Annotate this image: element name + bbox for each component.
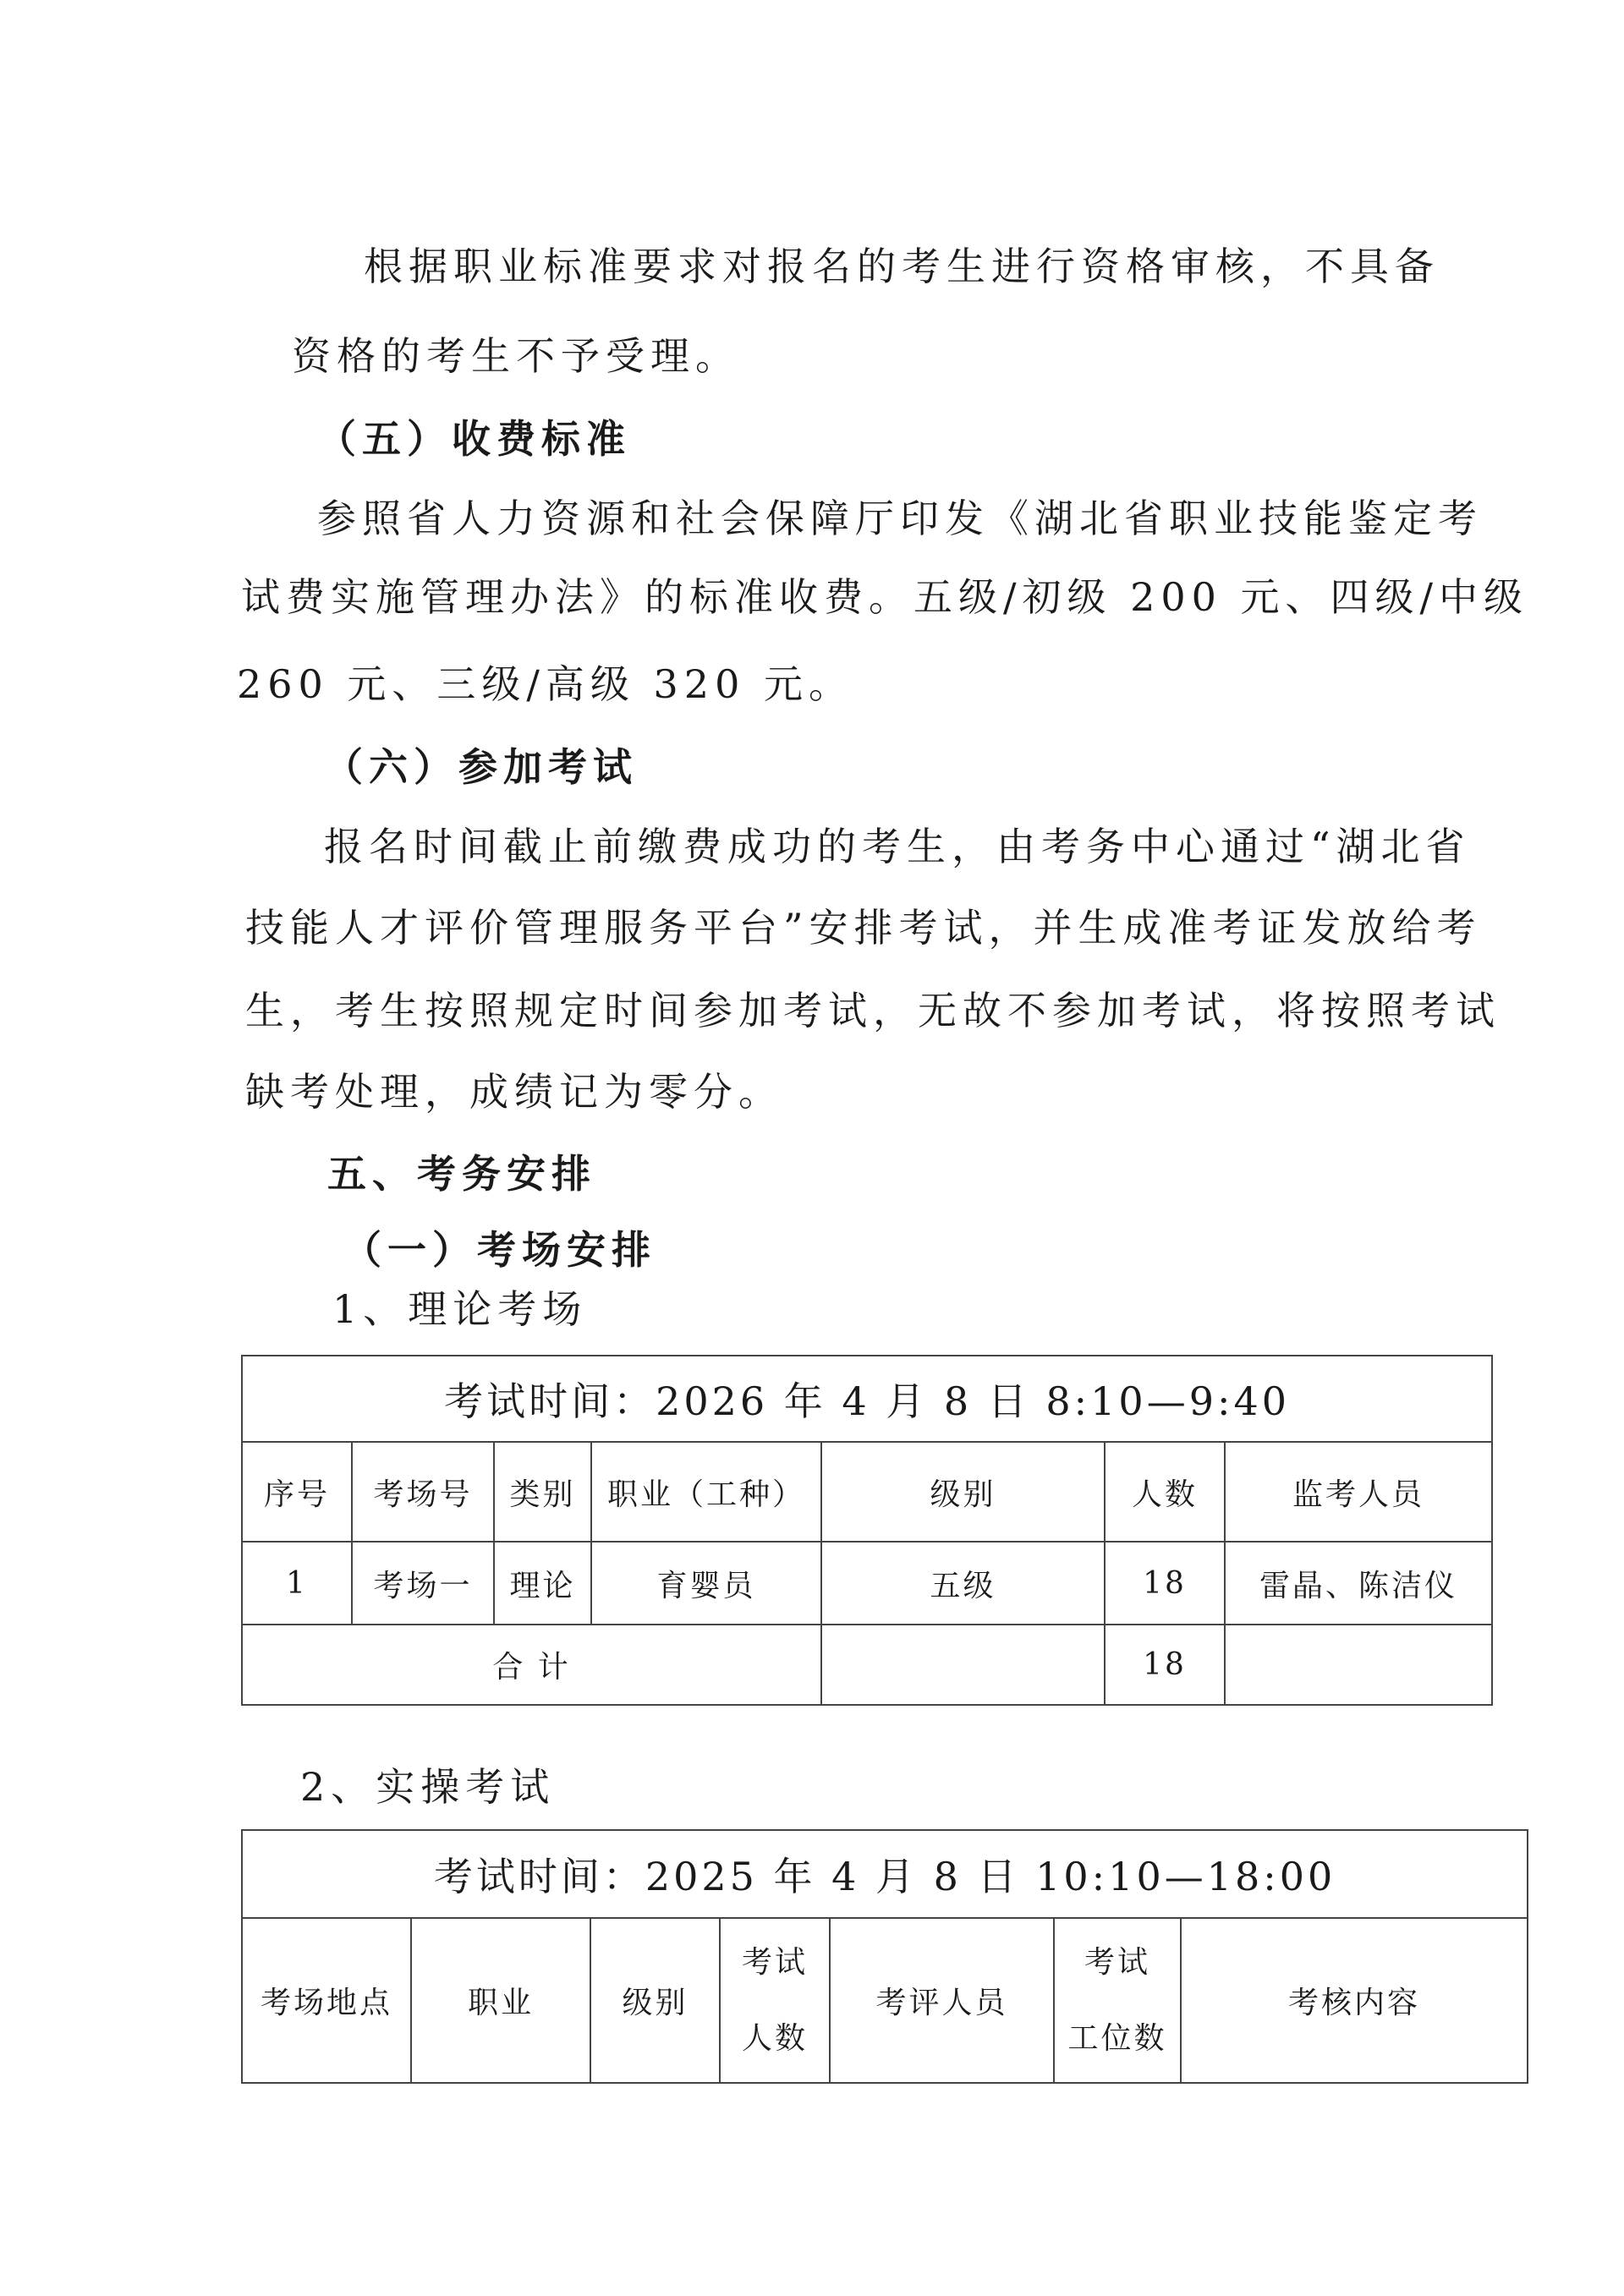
header-cell-line: 工位数: [1067, 2020, 1167, 2056]
header-cell-line: 考试: [741, 1944, 808, 1980]
paragraph-text: 参照省人力资源和社会保障厅印发《湖北省职业技能鉴定考: [317, 496, 1483, 541]
table-cell: 考场一: [352, 1542, 494, 1625]
header-cell-line: 人数: [741, 2020, 808, 2056]
table-cell: [1225, 1625, 1492, 1705]
total-label: 合 计: [242, 1625, 821, 1705]
paragraph-text: 根据职业标准要求对报名的考生进行资格审核，不具备: [364, 244, 1440, 289]
table-cell: 理论: [494, 1542, 591, 1625]
paragraph-text: 报名时间截止前缴费成功的考生，由考务中心通过“湖北省: [324, 824, 1471, 869]
table-cell: [821, 1625, 1105, 1705]
sub-heading: 1、理论考场: [332, 1286, 588, 1332]
section-heading: 五、考务安排: [327, 1151, 596, 1197]
table-cell: 1: [242, 1542, 352, 1625]
header-cell: 序号: [242, 1442, 352, 1542]
table-row: [242, 1542, 1492, 1625]
table-cell: 18: [1105, 1542, 1225, 1625]
header-cell: 类别: [494, 1442, 591, 1542]
header-cell: [1054, 1918, 1181, 2083]
header-cell: 级别: [821, 1442, 1105, 1542]
section-heading: （六）参加考试: [324, 744, 638, 790]
header-cell: 考场地点: [242, 1918, 411, 2083]
header-cell: 人数: [1105, 1442, 1225, 1542]
paragraph-text: 260 元、三级/高级 320 元。: [237, 661, 853, 707]
total-row: [242, 1625, 1492, 1705]
header-cell: 考场号: [352, 1442, 494, 1542]
paragraph-text: 缺考处理，成绩记为零分。: [245, 1069, 783, 1115]
paragraph-text: 资格的考生不予受理。: [292, 333, 740, 379]
header-cell: 职业: [411, 1918, 590, 2083]
paragraph-text: 生，考生按照规定时间参加考试，无故不参加考试，将按照考试: [245, 988, 1501, 1033]
theory-exam-time: 考试时间：2026 年 4 月 8 日 8:10—9:40: [242, 1356, 1492, 1442]
section-heading: （五）收费标准: [317, 416, 631, 462]
theory-exam-table: [241, 1355, 1493, 1706]
header-cell: 考核内容: [1181, 1918, 1528, 2083]
paragraph-text: 试费实施管理办法》的标准收费。五级/初级 200 元、四级/中级: [241, 574, 1529, 620]
header-cell: 级别: [590, 1918, 720, 2083]
sub-heading: 2、实操考试: [300, 1764, 556, 1810]
table-cell: 育婴员: [591, 1542, 821, 1625]
total-count: 18: [1105, 1625, 1225, 1705]
table-cell: 五级: [821, 1542, 1105, 1625]
header-cell: 考评人员: [830, 1918, 1054, 2083]
header-cell: 监考人员: [1225, 1442, 1492, 1542]
header-cell: [720, 1918, 830, 2083]
paragraph-text: 技能人才评价管理服务平台”安排考试，并生成准考证发放给考: [245, 905, 1482, 951]
practical-exam-time: 考试时间：2025 年 4 月 8 日 10:10—18:00: [242, 1830, 1528, 1918]
header-cell: 职业（工种）: [591, 1442, 821, 1542]
section-heading: （一）考场安排: [343, 1227, 656, 1273]
header-cell-line: 考试: [1084, 1944, 1150, 1980]
practical-exam-table: [241, 1829, 1528, 2084]
table-cell: 雷晶、陈洁仪: [1225, 1542, 1492, 1625]
